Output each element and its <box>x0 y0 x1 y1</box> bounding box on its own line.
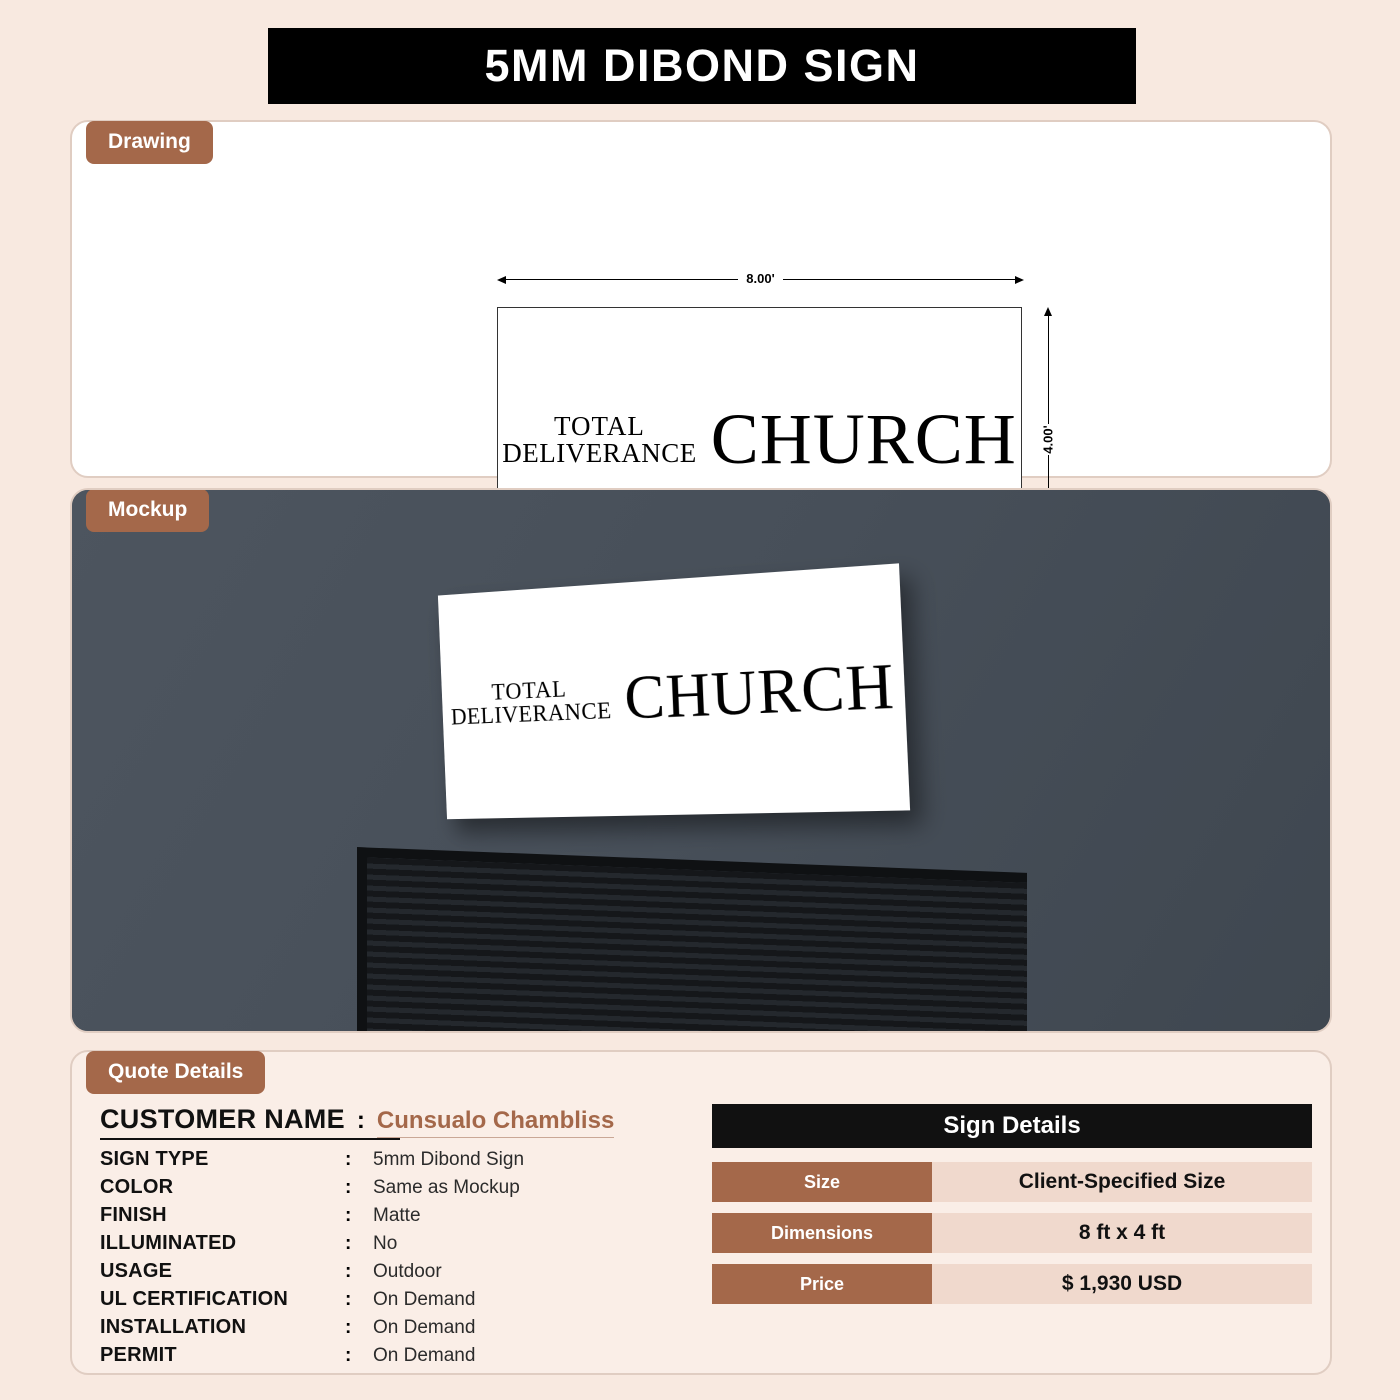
sign-details-row <box>712 1264 1312 1304</box>
spec-value: On Demand <box>373 1317 476 1338</box>
sign-details-header: Sign Details <box>712 1104 1312 1148</box>
mockup-logo-line-1: TOTAL <box>491 676 568 706</box>
width-dimension-label: 8.00' <box>738 271 782 286</box>
mockup-logo-main-word: CHURCH <box>623 650 897 733</box>
dimension-line <box>783 279 1015 280</box>
logo-line-2: DELIVERANCE <box>502 437 697 468</box>
spec-value: 5mm Dibond Sign <box>373 1149 525 1170</box>
logo-line-1: TOTAL <box>554 411 645 442</box>
spec-colon: : <box>345 1233 352 1254</box>
dimension-line-vertical <box>1048 316 1049 424</box>
drawing-panel <box>70 120 1332 478</box>
spec-colon: : <box>345 1177 352 1198</box>
sign-details-row <box>712 1162 1312 1202</box>
spec-value: Outdoor <box>373 1261 442 1282</box>
spec-colon: : <box>345 1289 352 1310</box>
spec-label: PERMIT <box>100 1344 177 1366</box>
spec-colon: : <box>345 1345 352 1366</box>
sign-details-value: 8 ft x 4 ft <box>932 1213 1312 1253</box>
spec-value: On Demand <box>373 1289 476 1310</box>
mockup-logo-text-block <box>450 677 612 730</box>
arrow-right-icon <box>1015 276 1024 284</box>
mockup-panel <box>70 488 1332 1033</box>
arrow-left-icon <box>497 276 506 284</box>
logo-text-block <box>502 413 696 466</box>
spec-value: No <box>373 1233 398 1254</box>
spec-colon: : <box>345 1261 352 1282</box>
customer-name-colon: : <box>356 1107 365 1134</box>
sign-details-key: Price <box>712 1264 932 1304</box>
sign-details-row <box>712 1213 1312 1253</box>
spec-row <box>100 1260 700 1283</box>
sign-details-key: Size <box>712 1162 932 1202</box>
drawing-panel-tab: Drawing <box>86 121 213 164</box>
customer-name-row <box>100 1104 614 1138</box>
spec-label: SIGN TYPE <box>100 1148 209 1170</box>
spec-row <box>100 1148 700 1171</box>
spec-colon: : <box>345 1149 352 1170</box>
spec-colon: : <box>345 1317 352 1338</box>
sign-logo <box>502 398 1017 481</box>
mockup-sign-logo <box>449 650 896 741</box>
mockup-logo-line-2: DELIVERANCE <box>450 697 613 730</box>
spec-colon: : <box>345 1205 352 1226</box>
spec-row <box>100 1288 700 1311</box>
spec-label: USAGE <box>100 1260 173 1282</box>
spec-row <box>100 1344 700 1367</box>
mockup-sign <box>438 563 910 819</box>
height-dimension-label: 4.00' <box>1033 425 1064 453</box>
page-title-bar <box>268 28 1136 104</box>
spec-label: INSTALLATION <box>100 1316 247 1338</box>
arrow-up-icon <box>1044 307 1052 316</box>
spec-label: ILLUMINATED <box>100 1232 237 1254</box>
mockup-panel-tab: Mockup <box>86 489 209 532</box>
quote-details-panel <box>70 1050 1332 1375</box>
page-title: 5MM DIBOND SIGN <box>484 40 920 91</box>
spec-row <box>100 1316 700 1339</box>
spec-label: UL CERTIFICATION <box>100 1288 289 1310</box>
spec-row <box>100 1232 700 1255</box>
dimension-line <box>506 279 738 280</box>
customer-name-value: Cunsualo Chambliss <box>377 1107 614 1138</box>
spec-label: COLOR <box>100 1176 174 1198</box>
sign-details-value: Client-Specified Size <box>932 1162 1312 1202</box>
spec-label: FINISH <box>100 1204 167 1226</box>
width-dimension <box>497 272 1024 287</box>
customer-name-label: CUSTOMER NAME <box>100 1104 345 1134</box>
logo-main-word: CHURCH <box>710 399 1017 479</box>
customer-name-underline <box>100 1138 400 1140</box>
sign-details-value: $ 1,930 USD <box>932 1264 1312 1304</box>
spec-row <box>100 1176 700 1199</box>
spec-list <box>100 1148 700 1372</box>
building-louvre-vent <box>357 847 1027 1033</box>
sign-details-key: Dimensions <box>712 1213 932 1253</box>
spec-value: Matte <box>373 1205 421 1226</box>
spec-value: Same as Mockup <box>373 1177 520 1198</box>
quote-panel-tab: Quote Details <box>86 1051 265 1094</box>
spec-row <box>100 1204 700 1227</box>
spec-value: On Demand <box>373 1345 476 1366</box>
